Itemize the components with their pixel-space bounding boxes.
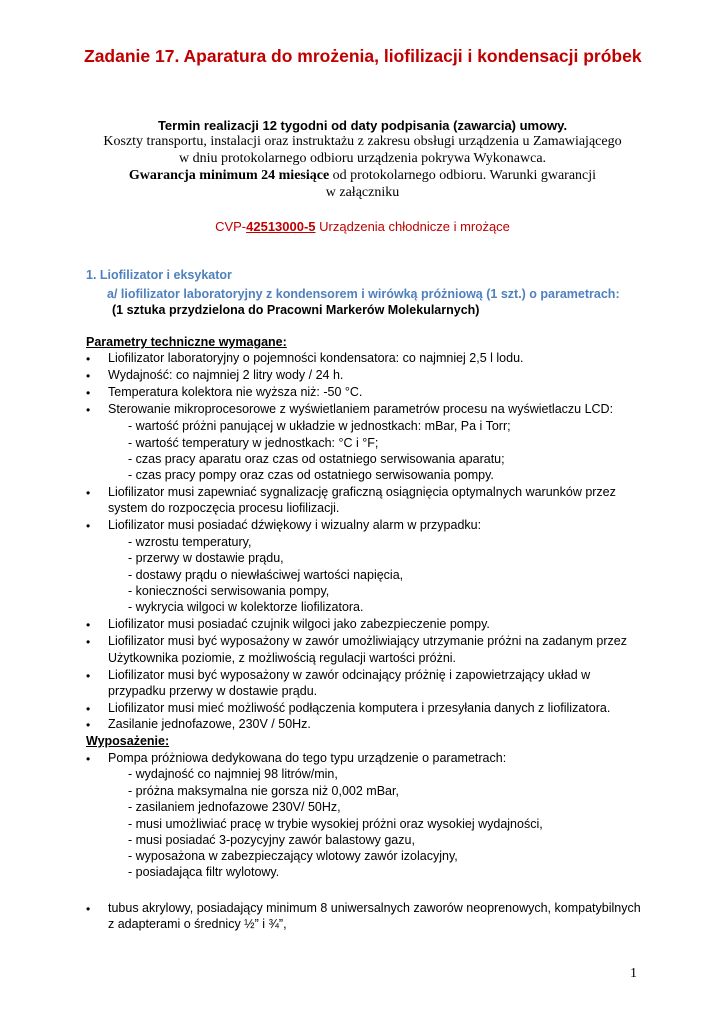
terms-line-1: Termin realizacji 12 tygodni od daty podpisania (zawarcia) umowy. — [157, 118, 568, 133]
param-subline: - wartość temperatury w jednostkach: °C i °F; — [128, 436, 379, 450]
section-note: (1 sztuka przydzielona do Pracowni Markerów Molekularnych) — [112, 303, 480, 317]
param-subline: - czas pracy pompy oraz czas od ostatniego serwisowania pompy. — [128, 468, 494, 482]
bullet-icon: • — [86, 403, 91, 417]
terms-line-4 — [60, 168, 665, 184]
section-heading: 1. Liofilizator i eksykator — [86, 268, 232, 282]
param-line: Liofilizator musi zapewniać sygnalizację graficzną osiągnięcia optymalnych warunków przez — [108, 485, 616, 499]
cvp-line — [60, 219, 665, 234]
equipment-heading: Wyposażenie: — [86, 734, 170, 748]
terms-line-5: w załączniku — [325, 185, 400, 200]
equipment-subline: - musi posiadać 3-pozycyjny zawór balastowy gazu, — [128, 833, 415, 847]
equipment-line: z adapterami o średnicy ½” i ¾”, — [108, 917, 287, 931]
equipment-subline: - próżna maksymalna nie gorsza niż 0,002 mBar, — [128, 784, 399, 798]
bullet-icon: • — [86, 669, 91, 683]
param-line: Sterowanie mikroprocesorowe z wyświetlaniem parametrów procesu na wyświetlaczu LCD: — [108, 402, 614, 416]
param-line: system do rozpoczęcia procesu liofilizacji. — [108, 501, 340, 515]
bullet-icon: • — [86, 702, 91, 716]
param-subline: - wzrostu temperatury, — [128, 535, 252, 549]
equipment-subline: - posiadająca filtr wylotowy. — [128, 865, 280, 879]
bullet-icon: • — [86, 718, 91, 732]
equipment-subline: - wyposażona w zabezpieczający wlotowy zawór izolacyjny, — [128, 849, 458, 863]
bullet-icon: • — [86, 369, 91, 383]
param-line: Temperatura kolektora nie wyższa niż: -50 °C. — [108, 385, 363, 399]
params-heading: Parametry techniczne wymagane: — [86, 335, 287, 349]
guarantee-text: Gwarancja minimum 24 miesiące — [128, 168, 330, 183]
param-line: Zasilanie jednofazowe, 230V / 50Hz. — [108, 717, 311, 731]
section-subheading: a/ liofilizator laboratoryjny z kondensorem i wirówką próżniową (1 szt.) o parametrach: — [107, 287, 620, 301]
terms-line-3: w dniu protokolarnego odbioru urządzenia pokrywa Wykonawca. — [178, 151, 547, 166]
cvp-code: 42513000-5 — [246, 219, 316, 234]
param-line: Liofilizator musi posiadać czujnik wilgoci jako zabezpieczenie pompy. — [108, 617, 490, 631]
param-line: Liofilizator musi być wyposażony w zawór umożliwiający utrzymanie próżni na zadanym przez — [108, 634, 627, 648]
param-subline: - wykrycia wilgoci w kolektorze liofilizatora. — [128, 600, 364, 614]
bullet-icon: • — [86, 519, 91, 533]
bullet-icon: • — [86, 752, 91, 766]
terms-line-2: Koszty transportu, instalacji oraz instruktażu z zakresu obsługi urządzenia u Zamawiającego — [103, 134, 622, 149]
bullet-icon: • — [86, 618, 91, 632]
page-title: Zadanie 17. Aparatura do mrożenia, liofilizacji i kondensacji próbek — [84, 46, 642, 66]
param-line: Liofilizator laboratoryjny o pojemności kondensatora: co najmniej 2,5 l lodu. — [108, 351, 524, 365]
param-line: przypadku przerwy w dostawie prądu. — [108, 684, 318, 698]
cvp-prefix: CVP- — [215, 219, 247, 234]
param-subline: - czas pracy aparatu oraz czas od ostatniego serwisowania aparatu; — [128, 452, 505, 466]
equipment-subline: - wydajność co najmniej 98 litrów/min, — [128, 767, 338, 781]
bullet-icon: • — [86, 902, 91, 916]
equipment-subline: - zasilaniem jednofazowe 230V/ 50Hz, — [128, 800, 341, 814]
param-subline: - dostawy prądu o niewłaściwej wartości napięcia, — [128, 568, 404, 582]
guarantee-rest: od protokolarnego odbioru. Warunki gwarancji — [329, 168, 597, 183]
param-line: Liofilizator musi być wyposażony w zawór odcinający próżnię i zapowietrzający układ w — [108, 668, 591, 682]
bullet-icon: • — [86, 386, 91, 400]
equipment-line: Pompa próżniowa dedykowana do tego typu urządzenie o parametrach: — [108, 751, 507, 765]
param-line: Użytkownika poziomie, z możliwością regulacji wartości próżni. — [108, 651, 457, 665]
param-subline: - przerwy w dostawie prądu, — [128, 551, 284, 565]
param-subline: - konieczności serwisowania pompy, — [128, 584, 330, 598]
bullet-icon: • — [86, 352, 91, 366]
param-line: Liofilizator musi mieć możliwość podłączenia komputera i przesyłania danych z liofilizatora. — [108, 701, 611, 715]
page-number: 1 — [630, 966, 637, 981]
bullet-icon: • — [86, 486, 91, 500]
equipment-subline: - musi umożliwiać pracę w trybie wysokiej próżni oraz wysokiej wydajności, — [128, 817, 543, 831]
param-line: Liofilizator musi posiadać dźwiękowy i wizualny alarm w przypadku: — [108, 518, 482, 532]
equipment-line: tubus akrylowy, posiadający minimum 8 uniwersalnych zaworów neoprenowych, kompatybilnych — [108, 901, 641, 915]
param-line: Wydajność: co najmniej 2 litry wody / 24 h. — [108, 368, 344, 382]
cvp-desc: Urządzenia chłodnicze i mrożące — [315, 219, 510, 234]
bullet-icon: • — [86, 635, 91, 649]
param-subline: - wartość próżni panującej w układzie w jednostkach: mBar, Pa i Torr; — [128, 419, 511, 433]
